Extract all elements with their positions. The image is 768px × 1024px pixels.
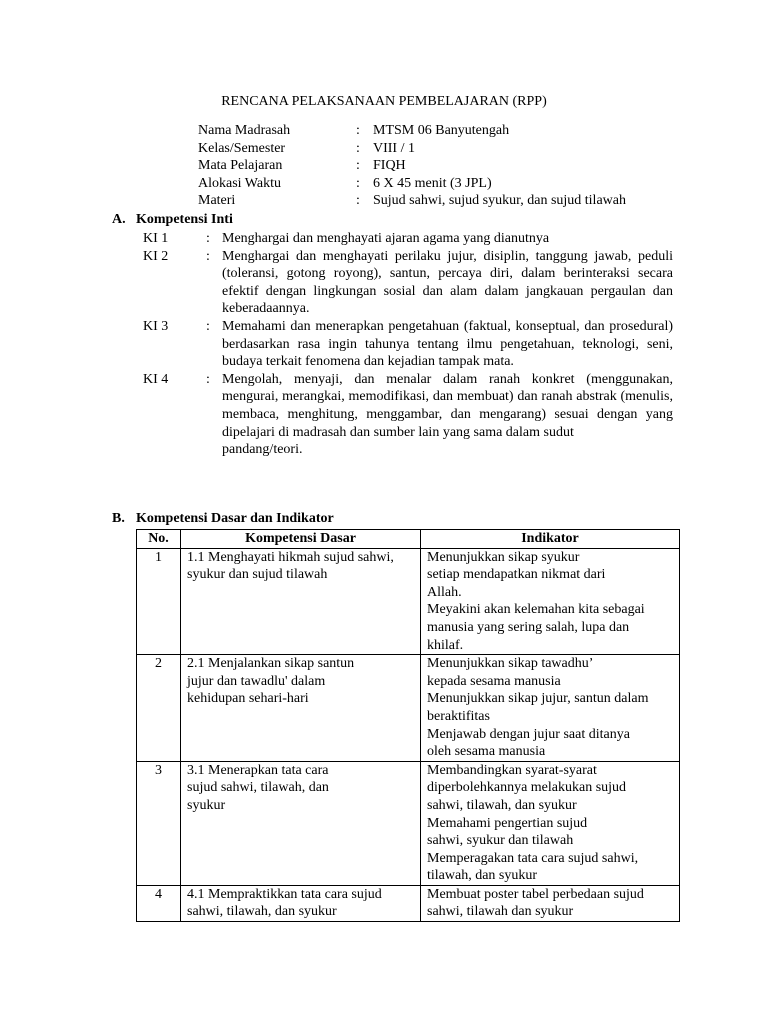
cell-line: oleh sesama manusia [427,744,546,760]
cell-line: manusia yang sering salah, lupa dan [427,619,630,635]
info-row-kelas [198,140,698,158]
ki-text [222,371,673,459]
ki-code: KI 2 [143,248,169,264]
info-colon: : [356,123,360,138]
table-row [137,761,680,885]
info-colon: : [356,140,360,156]
cell-line: Menunjukkan sikap syukur [427,549,580,565]
ki-code: KI 3 [143,318,169,334]
ki-item [143,371,673,459]
ki-text: Menghargai dan menghayati perilaku jujur, disiplin, tanggung jawab, peduli (toleransi, gotong royong), santun, percaya diri, dalam berinteraksi secara efektif dengan lingkungan sosial dan alam dalam jangkauan pergaulan dan keberadaannya. [222,248,673,317]
info-value: VIII / 1 [373,140,415,156]
ki-text-tail: pandang/teori. [222,442,303,458]
cell-kompetensi-dasar [181,655,421,762]
cell-line: 3.1 Menerapkan tata cara [187,762,329,778]
info-row-madrasah [198,122,698,140]
ki-text: Menghargai dan menghayati ajaran agama yang dianutnya [222,231,550,246]
page-title: RENCANA PELAKSANAAN PEMBELAJARAN (RPP) [221,94,547,109]
cell-line: setiap mendapatkan nikmat dari [427,567,606,583]
ki-item [143,230,673,248]
cell-line: Memahami pengertian sujud [427,815,588,831]
cell-line: tilawah, dan syukur [427,868,538,884]
cell-line: 2.1 Menjalankan sikap santun [187,656,355,672]
info-value: FIQH [373,158,406,174]
ki-text-body: Mengolah, menyaji, dan menalar dalam ranah konkret (menggunakan, mengurai, merangkai, memodifikasi, dan membuat) dan ranah abstrak (menulis, membaca, menghitung, menggambar, dan mengarang) sesuai dengan yang dipelajari di madrasah dan sumber lain yang sama dalam sudut [222,371,673,440]
section-letter: A. [112,212,126,227]
table-row [137,885,680,921]
ki-text: Memahami dan menerapkan pengetahuan (faktual, konseptual, dan prosedural) berdasarkan rasa ingin tahunya tentang ilmu pengetahuan, teknologi, seni, budaya terkait fenomena dan kejadian tampak mata. [222,318,673,370]
info-label: Materi [198,193,236,209]
cell-line: sahwi, tilawah, dan syukur [427,797,577,813]
cell-line: Menunjukkan sikap tawadhu’ [427,656,594,672]
cell-line: 1.1 Menghayati hikmah sujud sahwi, [187,549,394,565]
cell-kompetensi-dasar [181,885,421,921]
column-header-kd: Kompetensi Dasar [181,530,421,549]
cell-line: sahwi, tilawah, dan syukur [187,904,337,920]
ki-colon: : [206,231,210,246]
cell-line: sujud sahwi, tilawah, dan [187,780,329,796]
section-title: Kompetensi Inti [136,212,233,227]
table-header-row [137,530,680,549]
info-label: Alokasi Waktu [198,175,281,191]
table-row [137,548,680,655]
ki-item [143,248,673,318]
info-row-alokasi [198,175,698,193]
cell-line: Meyakini akan kelemahan kita sebagai [427,602,645,618]
cell-line: kepada sesama manusia [427,673,561,689]
ki-item [143,318,673,371]
cell-line: sahwi, syukur dan tilawah [427,833,574,849]
cell-line: kehidupan sehari-hari [187,691,309,707]
info-colon: : [356,175,360,191]
column-header-no: No. [137,530,181,549]
cell-line: syukur dan sujud tilawah [187,567,328,583]
section-b-heading [112,510,334,528]
info-value: Sujud sahwi, sujud syukur, dan sujud tilawah [373,193,626,209]
cell-indikator [421,885,680,921]
cell-kompetensi-dasar [181,548,421,655]
kompetensi-dasar-table [136,529,680,922]
ki-code: KI 1 [143,231,169,246]
info-label: Nama Madrasah [198,123,291,138]
ki-code: KI 4 [143,371,169,387]
cell-line: Menjawab dengan jujur saat ditanya [427,726,630,742]
cell-kompetensi-dasar [181,761,421,885]
cell-line: Membuat poster tabel perbedaan sujud [427,886,644,902]
info-label: Mata Pelajaran [198,158,283,174]
info-value: MTSM 06 Banyutengah [373,123,510,138]
info-row-materi [198,192,698,210]
cell-line: diperbolehkannya melakukan sujud [427,780,627,796]
info-label: Kelas/Semester [198,140,286,156]
cell-line: Menunjukkan sikap jujur, santun dalam [427,691,649,707]
info-colon: : [356,193,360,209]
section-title: Kompetensi Dasar dan Indikator [136,511,334,526]
cell-no: 4 [137,885,181,921]
column-header-indikator: Indikator [421,530,680,549]
cell-no: 2 [137,655,181,762]
table-row [137,655,680,762]
cell-indikator [421,655,680,762]
cell-line: beraktifitas [427,708,490,724]
info-colon: : [356,158,360,174]
cell-line: Allah. [427,584,462,600]
cell-indikator [421,761,680,885]
section-a-heading [112,211,233,229]
cell-indikator [421,548,680,655]
identity-block [198,122,698,210]
cell-line: Memperagakan tata cara sujud sahwi, [427,850,639,866]
cell-line: 4.1 Mempraktikkan tata cara sujud [187,886,382,902]
cell-line: Membandingkan syarat-syarat [427,762,597,778]
cell-line: khilaf. [427,637,464,653]
info-value: 6 X 45 menit (3 JPL) [373,175,492,191]
cell-no: 1 [137,548,181,655]
section-letter: B. [112,511,125,526]
ki-colon: : [206,318,210,334]
cell-line: jujur dan tawadlu' dalam [187,673,326,689]
cell-line: syukur [187,797,226,813]
cell-line: sahwi, tilawah dan syukur [427,904,574,920]
info-row-mapel [198,157,698,175]
kompetensi-inti-list [143,230,673,459]
ki-colon: : [206,248,210,264]
ki-colon: : [206,371,210,387]
cell-no: 3 [137,761,181,885]
